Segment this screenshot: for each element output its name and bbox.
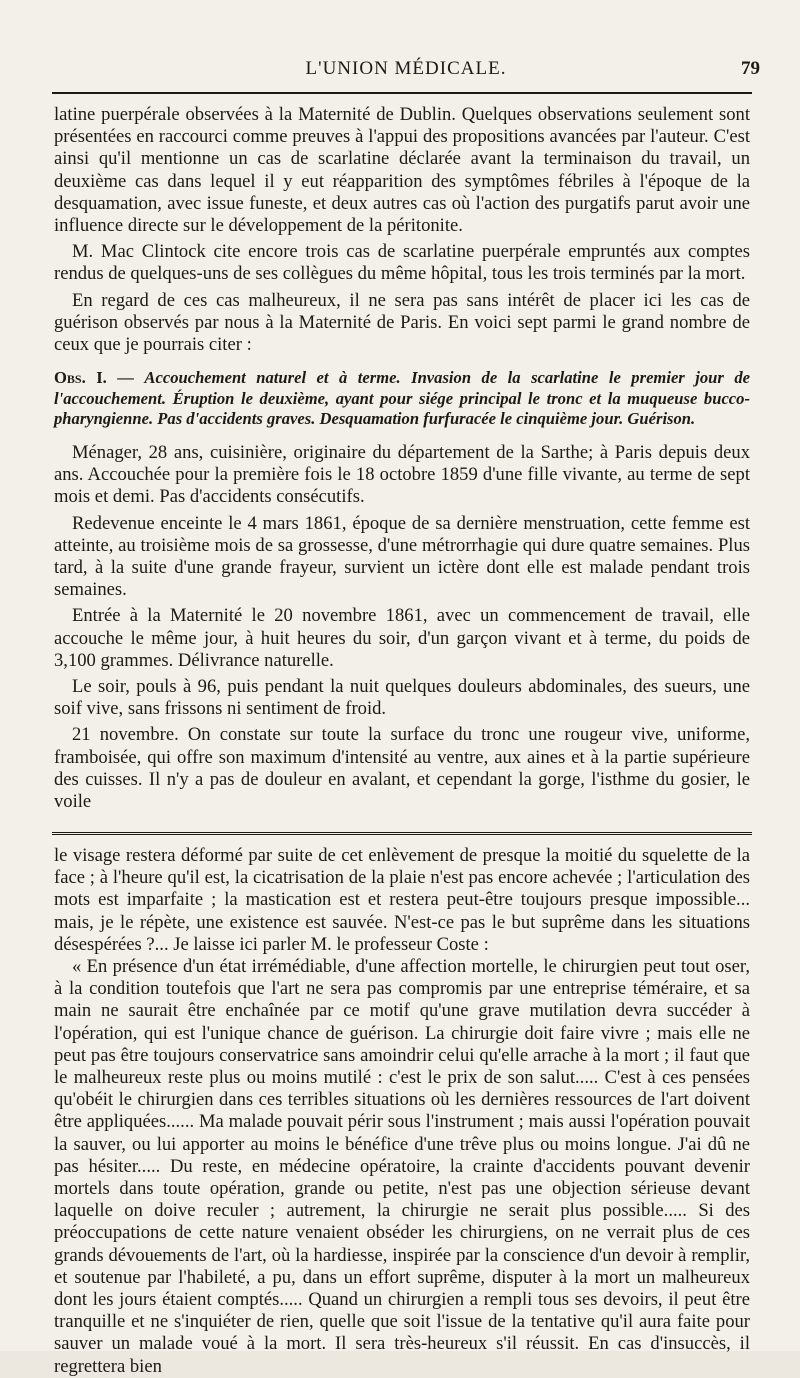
paragraph: le visage restera déformé par suite de cet enlèvement de presque la moitié du squelette de la face ; à l'heure qu'il est, la cicatrisation de la plaie n'est pas encore achevée ; l'articulation des mots est imparfaite ; la mastication est et restera peut-être toujours presque impossible... mais, je le répète, une existence est sauvée. N'est-ce pas le but suprême dans les situations désespérées ?... Je laisse ici parler M. le professeur Coste :: [54, 845, 750, 955]
quotation: « En présence d'un état irrémédiable, d'une affection mortelle, le chirurgien peut tout oser, à la condition toutefois que l'art ne sera pas compromis par une entreprise téméraire, et sa main ne saurait être enchaînée par ce motif qu'une grave mutilation devra succéder à l'opération, qui est l'unique chance de guérison. La chirurgie doit faire vivre ; mais elle ne peut pas être toujours conservatrice sans amoindrir celui qu'elle arrache à la mort ; il faut que le malheureux reste plus ou moins mutilé : c'est le prix de son salut..... C'est à ces pensées qu'obéit le chirurgien dans ces terribles situations où les dernières ressources de l'art doivent être appliquées...... Ma malade pouvait périr sous l'instrument ; mais aussi l'opération pouvait la sauver, ou lui apporter au moins le bénéfice d'une trêve plus ou moins longue. J'ai dû ne pas hésiter..... Du reste, en médecine opératoire, la crainte d'accidents pouvant devenir mortels dans toute opération, grande ou petite, n'est pas une objection sérieuse devant laquelle on doive reculer ; autrement, la chirurgie ne serait plus possible..... Si des préoccupations de cette nature venaient obséder les chirurgiens, on ne verrait plus de ces grands dévouements de l'art, où la hardiesse, inspirée par la conscience d'un devoir à remplir, et soutenue par l'habileté, a pu, dans un effort suprême, disputer à la mort un malheureux dont les jours étaient comptés..... Quand un chirurgien a rempli tous ses devoirs, il peut être tranquille et ne s'inquiéter de rien, quelle que soit l'issue de la tentative qu'il aura faite pour sauver un malade voué à la mort. Il sera très-heureux s'il réussit. En cas d'insuccès, il regrettera bien: [54, 956, 750, 1377]
paragraph: 21 novembre. On constate sur toute la surface du tronc une rougeur vive, uniforme, framboisée, qui offre son maximum d'intensité au ventre, aux aines et à la partie supérieure des cuisses. Il n'y a pas de douleur en avalant, et cependant la gorge, l'isthme du gosier, le voile: [54, 724, 750, 813]
observation-label: Obs. I. —: [54, 368, 134, 388]
paragraph: latine puerpérale observées à la Maternité de Dublin. Quelques observations seulement sont présentées en raccourci comme preuves à l'appui des propositions avancées par l'auteur. C'est ainsi qu'il mentionne un cas de scarlatine déclarée avant la terminaison du travail, un deuxième cas dans lequel il y eut réapparition des symptômes fébriles à l'époque de la desquamation, avec issue funeste, et deux autres cas où l'action des purgatifs parut avoir une influence directe sur le développement de la péritonite.: [54, 104, 750, 237]
paragraph: M. Mac Clintock cite encore trois cas de scarlatine puerpérale empruntés aux comptes rendus de quelques-uns de ses collègues du même hôpital, tous les trois terminés par la mort.: [54, 241, 750, 285]
page-number: 79: [741, 58, 760, 79]
article-upper: [54, 104, 750, 813]
section-divider: [52, 832, 752, 835]
paragraph: En regard de ces cas malheureux, il ne sera pas sans intérêt de placer ici les cas de guérison observés par nous à la Maternité de Paris. En voici sept parmi le grand nombre de ceux que je pourrais citer :: [54, 289, 750, 356]
header-rule: [52, 92, 752, 94]
paragraph: Redevenue enceinte le 4 mars 1861, époque de sa dernière menstruation, cette femme est atteinte, au troisième mois de sa grossesse, d'une métrorrhagie qui dure quatre semaines. Plus tard, à la suite d'une grande frayeur, survient un ictère dont elle est malade pendant trois semaines.: [54, 512, 750, 601]
paragraph: Le soir, pouls à 96, puis pendant la nuit quelques douleurs abdominales, des sueurs, une soif vive, sans frissons ni sentiment de froid.: [54, 676, 750, 720]
paragraph: Entrée à la Maternité le 20 novembre 1861, avec un commencement de travail, elle accouche le même jour, à huit heures du soir, d'un garçon vivant et à terme, du poids de 3,100 grammes. Délivrance naturelle.: [54, 605, 750, 671]
observation-summary: Accouchement naturel et à terme. Invasion de la scarlatine le premier jour de l'accouchement. Éruption le deuxième, ayant pour siége principal le tronc et la muqueuse bucco-pharyngienne. Pas d'accidents graves. Desquamation furfuracée le cinquième jour. Guérison.: [54, 368, 750, 429]
observation-heading: [54, 368, 750, 430]
running-title: L'UNION MÉDICALE.: [305, 58, 507, 79]
paragraph: Ménager, 28 ans, cuisinière, originaire du département de la Sarthe; à Paris depuis deux ans. Accouchée pour la première fois le 18 octobre 1859 d'une fille vivante, au terme de sept mois et demi. Pas d'accidents consécutifs.: [54, 442, 750, 508]
article-lower: [54, 845, 750, 1378]
page-header: [52, 56, 760, 86]
